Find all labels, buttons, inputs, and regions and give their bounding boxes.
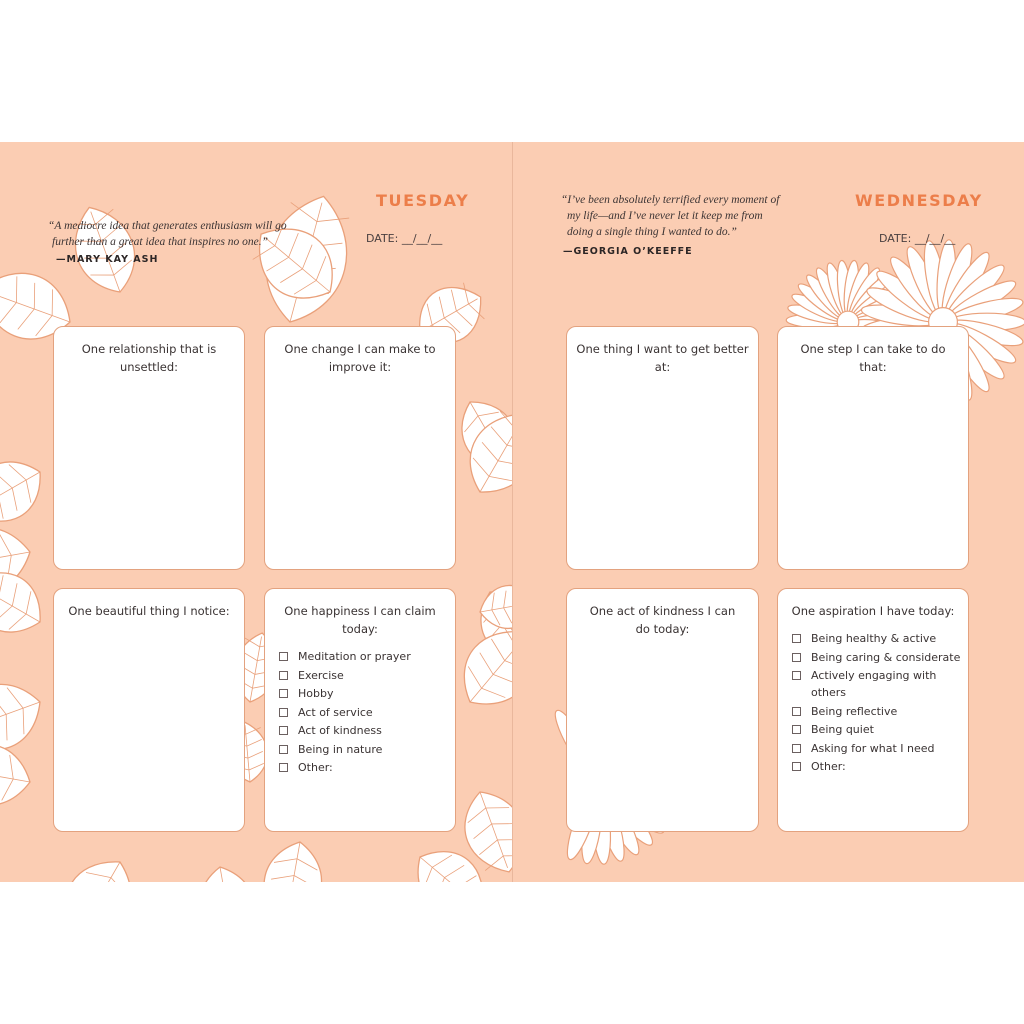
date-field[interactable]: DATE: __/__/__ — [366, 232, 443, 245]
checklist-item[interactable] — [279, 741, 455, 758]
checklist-label: Asking for what I need — [811, 741, 935, 755]
checklist-item[interactable] — [279, 704, 455, 721]
checkbox[interactable] — [792, 653, 801, 662]
checkbox[interactable] — [279, 745, 288, 754]
checkbox[interactable] — [279, 726, 288, 735]
checklist — [265, 648, 455, 776]
journal-card[interactable] — [53, 588, 245, 832]
leaf-shape — [48, 846, 147, 882]
checklist-item[interactable] — [792, 703, 968, 720]
checklist-item[interactable] — [279, 667, 455, 684]
checklist-label: Other: — [811, 760, 846, 773]
quote-author: —GEORGIA O’KEEFFE — [563, 246, 693, 257]
checkbox[interactable] — [279, 652, 288, 661]
checklist-item[interactable] — [792, 758, 968, 775]
leaf-shape — [0, 738, 35, 812]
tuesday-page — [0, 142, 512, 882]
checklist-item[interactable] — [279, 722, 455, 739]
checkbox[interactable] — [279, 689, 288, 698]
journal-card[interactable] — [777, 588, 969, 832]
card-prompt: One act of kindness I can do today: — [589, 604, 736, 636]
card-prompt: One aspiration I have today: — [791, 604, 955, 618]
checklist-label: Exercise — [298, 668, 344, 682]
quote-line: doing a single thing I wanted to do.” — [567, 226, 737, 238]
quote — [561, 192, 821, 240]
checklist-label: Other: — [298, 761, 333, 774]
checkbox[interactable] — [792, 744, 801, 753]
card-prompt: One step I can take to do that: — [800, 342, 946, 374]
checklist-label: Being quiet — [811, 723, 874, 736]
checklist-item[interactable] — [792, 721, 968, 738]
card-prompt: One change I can make to improve it: — [284, 342, 436, 374]
leaf-shape — [193, 862, 260, 882]
leaf-shape — [0, 672, 51, 763]
card-prompt: One relationship that is unsettled: — [81, 342, 217, 374]
checklist-item[interactable] — [279, 759, 455, 776]
checkbox[interactable] — [792, 671, 801, 680]
checklist-label: Meditation or prayer — [298, 650, 411, 663]
checklist-label: Being in nature — [298, 742, 383, 756]
journal-card[interactable] — [53, 326, 245, 570]
journal-card[interactable] — [777, 326, 969, 570]
quote-line: my life—and I’ve never let it keep me from — [567, 210, 763, 222]
checklist-item[interactable] — [279, 648, 455, 665]
checklist-label: Being healthy & active — [811, 632, 937, 645]
checkbox[interactable] — [279, 763, 288, 772]
leaf-shape — [0, 447, 54, 536]
date-field[interactable]: DATE: __/__/__ — [879, 232, 956, 245]
checklist-label: Hobby — [298, 687, 334, 700]
day-title: WEDNESDAY — [855, 191, 983, 210]
journal-card[interactable] — [264, 588, 456, 832]
day-title: TUESDAY — [376, 191, 470, 210]
leaf-shape — [257, 837, 328, 882]
journal-card[interactable] — [566, 326, 759, 570]
checklist-label: Actively engaging with others — [811, 669, 937, 699]
checklist-label: Act of service — [298, 705, 373, 719]
quote-line: “I’ve been absolutely terrified every moment of — [561, 194, 780, 206]
checklist-item[interactable] — [792, 740, 968, 757]
checklist-item[interactable] — [792, 630, 968, 647]
checklist-label: Being reflective — [811, 704, 898, 718]
checklist-item[interactable] — [792, 667, 968, 701]
card-prompt: One beautiful thing I notice: — [68, 604, 230, 618]
checkbox[interactable] — [792, 725, 801, 734]
journal-card[interactable] — [264, 326, 456, 570]
checklist-label: Being caring & considerate — [811, 650, 961, 664]
planner-spread — [0, 142, 1024, 882]
quote-line: “A mediocre idea that generates enthusiasm will go — [48, 220, 287, 232]
checkbox[interactable] — [279, 708, 288, 717]
checkbox[interactable] — [792, 634, 801, 643]
checkbox[interactable] — [792, 762, 801, 771]
checklist-item[interactable] — [279, 685, 455, 702]
checkbox[interactable] — [792, 707, 801, 716]
wednesday-page — [513, 142, 1024, 882]
card-prompt: One thing I want to get better at: — [576, 342, 749, 374]
journal-card[interactable] — [566, 588, 759, 832]
checklist — [778, 630, 968, 775]
checklist-item[interactable] — [792, 649, 968, 666]
checkbox[interactable] — [279, 671, 288, 680]
quote-author: —MARY KAY ASH — [56, 254, 159, 265]
card-prompt: One happiness I can claim today: — [284, 604, 436, 636]
checklist-label: Act of kindness — [298, 724, 382, 737]
quote-line: further than a great idea that inspires no one.” — [52, 236, 269, 248]
quote — [48, 218, 348, 250]
